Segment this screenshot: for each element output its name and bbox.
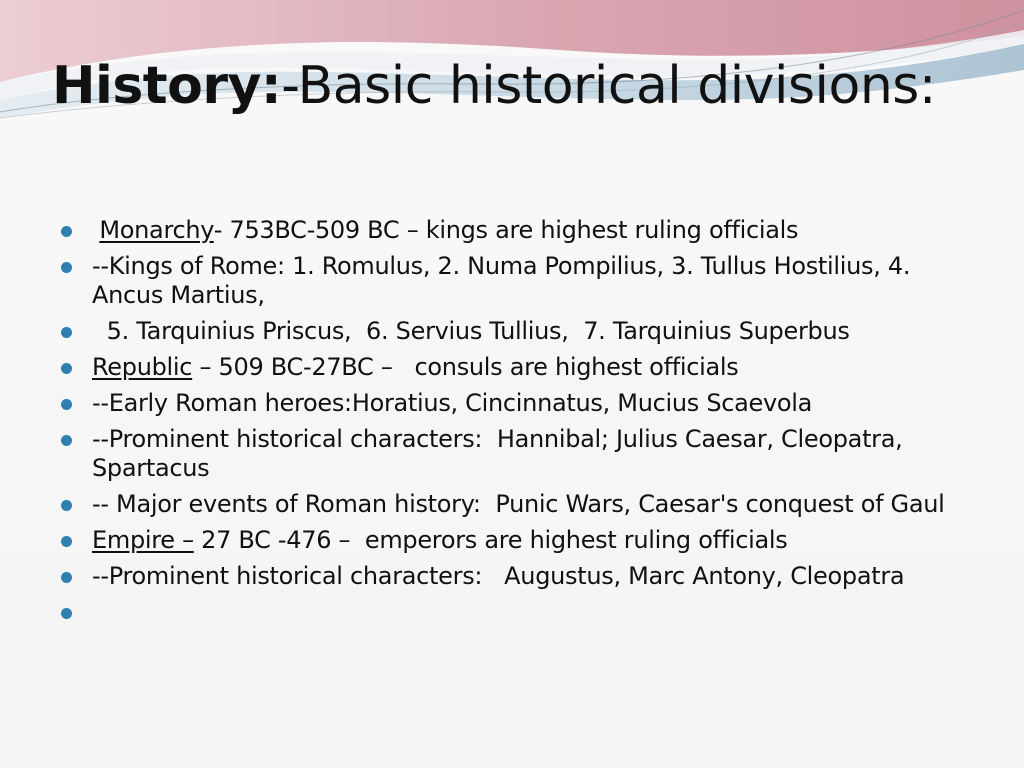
list-item <box>92 490 972 519</box>
list-item-text: --Prominent historical characters: Hannibal; Julius Caesar, Cleopatra, Spartacus <box>92 425 910 482</box>
bullet-icon <box>61 572 72 583</box>
list-item <box>92 562 972 591</box>
bullet-icon <box>61 262 72 273</box>
list-item <box>92 216 972 245</box>
term-republic: Republic <box>92 353 193 381</box>
bullet-icon <box>61 226 72 237</box>
list-item <box>92 526 972 555</box>
list-item-text: 5. Tarquinius Priscus, 6. Servius Tullius, 7. Tarquinius Superbus <box>92 317 850 345</box>
bullet-icon <box>61 536 72 547</box>
list-item-text: --Early Roman heroes:Horatius, Cincinnatus, Mucius Scaevola <box>92 389 813 417</box>
list-item <box>92 425 972 483</box>
title-bold: History: <box>52 56 282 116</box>
term-empire: Empire – <box>92 526 194 554</box>
bullet-icon <box>61 608 72 619</box>
list-item-text: -- Major events of Roman history: Punic Wars, Caesar's conquest of Gaul <box>92 490 945 518</box>
slide-title <box>52 50 936 122</box>
list-item <box>92 317 972 346</box>
bullet-icon <box>61 327 72 338</box>
list-item-text: – 509 BC-27BC – consuls are highest officials <box>192 353 739 381</box>
bullet-icon <box>61 435 72 446</box>
list-item-text: - 753BC-509 BC – kings are highest ruling officials <box>213 216 799 244</box>
title-rest: -Basic historical divisions: <box>281 56 936 116</box>
bullet-icon <box>61 500 72 511</box>
list-item <box>92 252 972 310</box>
bullet-icon <box>61 363 72 374</box>
list-item-empty <box>92 598 972 627</box>
bullet-list <box>92 216 972 634</box>
bullet-icon <box>61 399 72 410</box>
list-item-text: --Prominent historical characters: Augustus, Marc Antony, Cleopatra <box>92 562 905 590</box>
term-monarchy: Monarchy <box>99 216 214 244</box>
list-item <box>92 353 972 382</box>
list-item-text: 27 BC -476 – emperors are highest ruling officials <box>193 526 788 554</box>
list-item <box>92 389 972 418</box>
list-item-text: --Kings of Rome: 1. Romulus, 2. Numa Pompilius, 3. Tullus Hostilius, 4. Ancus Martius, <box>92 252 911 309</box>
